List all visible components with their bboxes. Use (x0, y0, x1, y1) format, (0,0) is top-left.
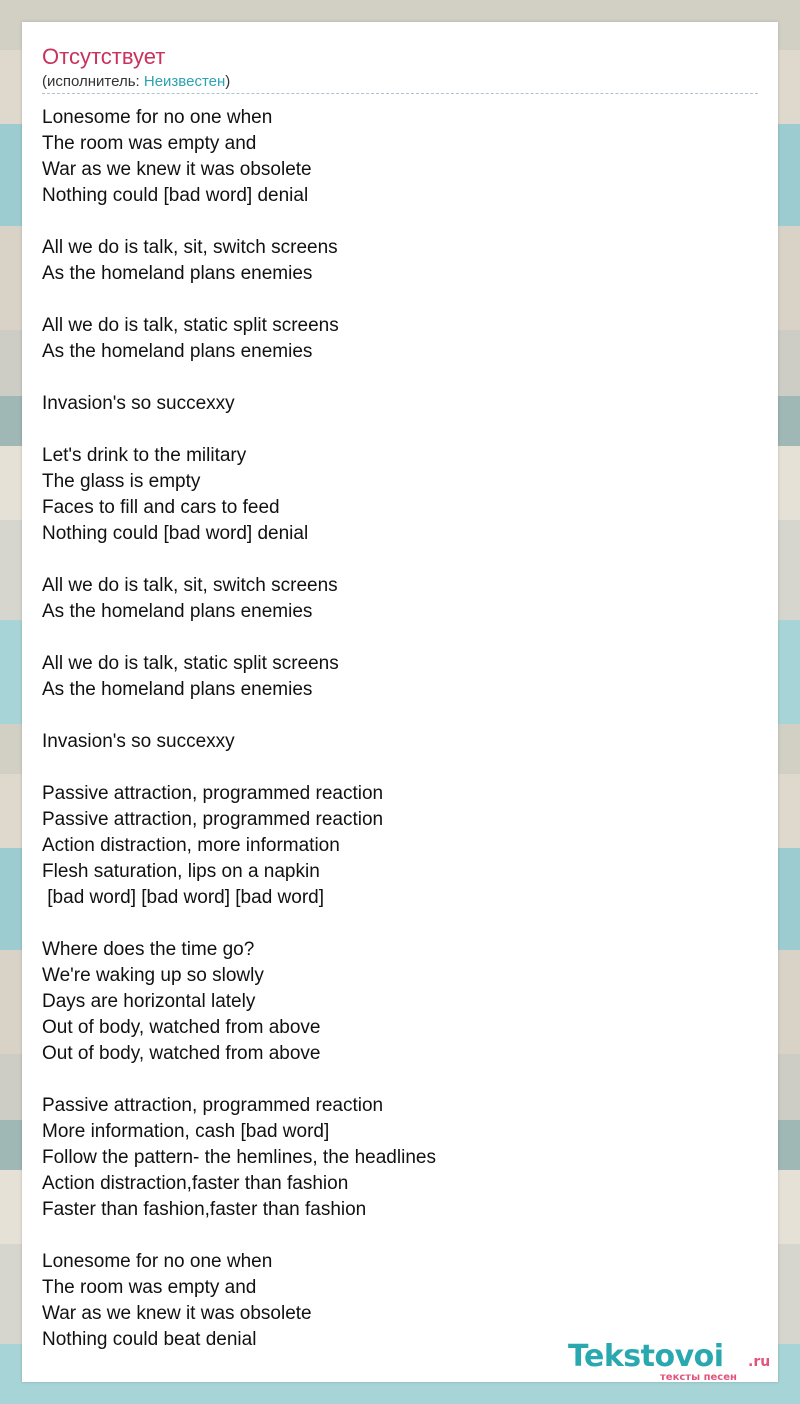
lyric-line: Passive attraction, programmed reaction (42, 783, 384, 804)
lyric-line (42, 625, 758, 651)
performer-link[interactable]: Неизвестен (143, 73, 226, 90)
lyric-line: Out of body, watched from above (42, 1043, 321, 1064)
lyric-line: War as we knew it was obsolete (42, 159, 312, 180)
lyric-line: Flesh saturation, lips on a napkin (42, 861, 320, 882)
title-divider (42, 93, 758, 94)
lyric-line: Nothing could [bad word] denial (42, 523, 309, 544)
lyric-line: Faces to fill and cars to feed (42, 497, 280, 518)
lyric-line (42, 547, 758, 573)
performer-prefix: (исполнитель: (42, 73, 144, 90)
lyric-line: As the homeland plans enemies (42, 601, 313, 622)
lyric-line: Out of body, watched from above (42, 1017, 321, 1038)
lyric-line (42, 1067, 758, 1093)
lyric-line: All we do is talk, sit, switch screens (42, 575, 338, 596)
site-logo[interactable] (568, 1339, 778, 1383)
lyric-line (42, 287, 758, 313)
lyric-line: All we do is talk, static split screens (42, 315, 339, 336)
lyric-line: Passive attraction, programmed reaction (42, 809, 384, 830)
lyrics-text (42, 105, 758, 1353)
lyric-line: More information, cash [bad word] (42, 1121, 330, 1142)
lyric-line (42, 755, 758, 781)
lyrics-card (22, 22, 778, 1382)
performer-suffix: ) (225, 73, 231, 90)
lyric-line: Follow the pattern- the hemlines, the headlines (42, 1147, 436, 1168)
lyric-line: As the homeland plans enemies (42, 263, 313, 284)
lyric-line (42, 1223, 758, 1249)
lyric-line: Lonesome for no one when (42, 1251, 273, 1272)
lyric-line: Passive attraction, programmed reaction (42, 1095, 384, 1116)
logo-tagline: тексты песен (660, 1372, 737, 1383)
lyric-line: [bad word] [bad word] [bad word] (42, 887, 324, 908)
logo-wordmark: Tekstovoi (568, 1339, 724, 1374)
lyric-line (42, 911, 758, 937)
lyric-line: Action distraction,faster than fashion (42, 1173, 349, 1194)
lyric-line: War as we knew it was obsolete (42, 1303, 312, 1324)
logo-tld: .ru (748, 1354, 771, 1370)
lyric-line (42, 365, 758, 391)
lyric-line: As the homeland plans enemies (42, 679, 313, 700)
lyric-line: The room was empty and (42, 1277, 257, 1298)
lyric-line: Days are horizontal lately (42, 991, 256, 1012)
lyric-line: The glass is empty (42, 471, 201, 492)
lyric-line: Let's drink to the military (42, 445, 247, 466)
lyric-line: Nothing could beat denial (42, 1329, 257, 1350)
lyric-line: The room was empty and (42, 133, 257, 154)
lyric-line: All we do is talk, static split screens (42, 653, 339, 674)
lyric-line: Faster than fashion,faster than fashion (42, 1199, 367, 1220)
lyric-line: As the homeland plans enemies (42, 341, 313, 362)
lyric-line: Nothing could [bad word] denial (42, 185, 309, 206)
lyric-line: Invasion's so succexxy (42, 731, 235, 752)
lyric-line: Where does the time go? (42, 939, 255, 960)
lyric-line: Action distraction, more information (42, 835, 340, 856)
lyric-line: All we do is talk, sit, switch screens (42, 237, 338, 258)
lyric-line: We're waking up so slowly (42, 965, 264, 986)
lyric-line: Lonesome for no one when (42, 107, 273, 128)
performer-line (42, 73, 230, 91)
lyric-line (42, 417, 758, 443)
lyric-line (42, 703, 758, 729)
lyric-line (42, 209, 758, 235)
lyric-line: Invasion's so succexxy (42, 393, 235, 414)
song-title: Отсутствует (42, 44, 166, 69)
